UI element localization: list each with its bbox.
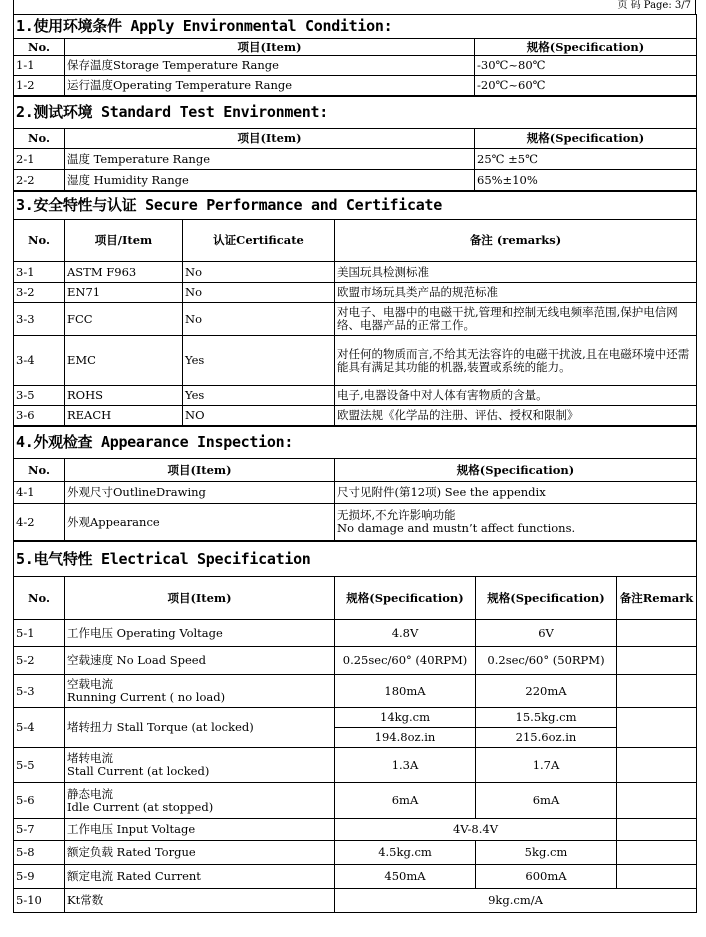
section-2-table	[13, 96, 697, 191]
row-item-en: Stall Current (at locked)	[67, 764, 210, 778]
header-item: 项目(Item)	[65, 39, 475, 56]
row-remark	[617, 675, 697, 708]
table-row	[14, 504, 697, 541]
row-value-1: 4.8V	[335, 620, 476, 647]
header-spec: 规格(Specification)	[475, 129, 697, 149]
row-no: 5-1	[14, 620, 65, 647]
row-item: ROHS	[65, 386, 183, 406]
row-value-1: 1.3A	[335, 748, 476, 783]
row-no: 5-2	[14, 647, 65, 675]
table-row	[14, 865, 697, 889]
section-2-title: 2.测试环境 Standard Test Environment:	[14, 97, 697, 129]
row-item: 工作电压 Operating Voltage	[65, 620, 335, 647]
table-row	[14, 647, 697, 675]
row-no: 2-2	[14, 170, 65, 191]
table-row	[14, 262, 697, 283]
row-item: 温度 Temperature Range	[65, 149, 475, 170]
row-no: 5-3	[14, 675, 65, 708]
table-row	[14, 386, 697, 406]
section-3-table	[13, 191, 697, 426]
table-row	[14, 708, 697, 728]
header-item: 项目(Item)	[65, 577, 335, 620]
row-no: 5-9	[14, 865, 65, 889]
row-value-1: 4.5kg.cm	[335, 841, 476, 865]
section-3-title: 3.安全特性与认证 Secure Performance and Certificate	[14, 192, 697, 220]
row-value: 9kg.cm/A	[335, 889, 697, 913]
table-row	[14, 56, 697, 76]
row-no: 3-4	[14, 336, 65, 386]
row-no: 1-1	[14, 56, 65, 76]
row-no: 3-2	[14, 283, 65, 303]
header-spec-2: 规格(Specification)	[476, 577, 617, 620]
row-value-2: 600mA	[476, 865, 617, 889]
row-no: 5-5	[14, 748, 65, 783]
table-row	[14, 283, 697, 303]
row-item-en: Running Current ( no load)	[67, 690, 226, 704]
row-value-2: 5kg.cm	[476, 841, 617, 865]
row-cert: No	[183, 262, 335, 283]
row-spec: -30℃~80℃	[475, 56, 697, 76]
row-no: 4-1	[14, 482, 65, 504]
row-remarks: 欧盟市场玩具类产品的规范标准	[335, 283, 697, 303]
row-item-cn: 空载电流	[67, 677, 113, 691]
header-spec: 规格(Specification)	[335, 459, 697, 482]
table-row	[14, 336, 697, 386]
section-1-table	[13, 14, 697, 96]
row-item: 额定电流 Rated Current	[65, 865, 335, 889]
table-row	[14, 889, 697, 913]
row-remarks: 对电子、电器中的电磁干扰,管理和控制无线电频率范围,保护电信网络、电器产品的正常工作。	[335, 303, 697, 336]
row-value-1: 6mA	[335, 783, 476, 819]
row-spec: -20℃~60℃	[475, 76, 697, 96]
row-item: 保存温度Storage Temperature Range	[65, 56, 475, 76]
row-value-2b: 215.6oz.in	[476, 728, 617, 748]
row-spec	[335, 504, 697, 541]
row-remark	[617, 708, 697, 748]
table-row	[14, 482, 697, 504]
row-remark	[617, 819, 697, 841]
row-value-1: 0.25sec/60° (40RPM)	[335, 647, 476, 675]
table-row	[14, 303, 697, 336]
row-spec-line-1: 无损坏,不允许影响功能	[337, 508, 456, 522]
row-remarks: 电子,电器设备中对人体有害物质的含量。	[335, 386, 697, 406]
row-remark	[617, 748, 697, 783]
header-item: 项目/Item	[65, 220, 183, 262]
header-no: No.	[14, 577, 65, 620]
row-remark	[617, 620, 697, 647]
header-spec: 规格(Specification)	[475, 39, 697, 56]
table-row	[14, 783, 697, 819]
row-no: 5-4	[14, 708, 65, 748]
row-spec: 25℃ ±5℃	[475, 149, 697, 170]
table-row	[14, 841, 697, 865]
row-remark	[617, 647, 697, 675]
row-value-1b: 194.8oz.in	[335, 728, 476, 748]
row-item-cn: 堵转电流	[67, 751, 113, 765]
row-item: 外观尺寸OutlineDrawing	[65, 482, 335, 504]
row-no: 4-2	[14, 504, 65, 541]
row-no: 3-6	[14, 406, 65, 426]
table-row	[14, 406, 697, 426]
row-value-2a: 15.5kg.cm	[476, 708, 617, 728]
row-item-cn: 静态电流	[67, 786, 113, 801]
row-no: 3-3	[14, 303, 65, 336]
row-no: 5-7	[14, 819, 65, 841]
row-cert: No	[183, 303, 335, 336]
row-item: 运行温度Operating Temperature Range	[65, 76, 475, 96]
row-value-2: 0.2sec/60° (50RPM)	[476, 647, 617, 675]
row-item: ASTM F963	[65, 262, 183, 283]
row-item	[65, 783, 335, 819]
row-remark	[617, 841, 697, 865]
row-remarks: 对任何的物质而言,不给其无法容许的电磁干扰波,且在电磁环境中还需能具有满足其功能的机器,装置或系统的能力。	[335, 336, 697, 386]
page-number: 页 码 Page: 3/7	[13, 0, 696, 14]
spec-document	[13, 0, 696, 913]
table-row	[14, 675, 697, 708]
row-cert: NO	[183, 406, 335, 426]
section-5-title: 5.电气特性 Electrical Specification	[14, 542, 697, 577]
row-item: 湿度 Humidity Range	[65, 170, 475, 191]
row-cert: Yes	[183, 336, 335, 386]
row-item: 堵转扭力 Stall Torque (at locked)	[65, 708, 335, 748]
table-row	[14, 149, 697, 170]
row-item-en: Idle Current (at stopped)	[67, 799, 214, 814]
row-no: 3-1	[14, 262, 65, 283]
row-item: 工作电压 Input Voltage	[65, 819, 335, 841]
row-no: 1-2	[14, 76, 65, 96]
row-remark	[617, 865, 697, 889]
row-value-2: 6V	[476, 620, 617, 647]
row-value-2: 220mA	[476, 675, 617, 708]
header-no: No.	[14, 39, 65, 56]
row-no: 5-6	[14, 783, 65, 819]
row-remark	[617, 783, 697, 819]
row-item: 额定负载 Rated Torgue	[65, 841, 335, 865]
row-spec: 尺寸见附件(第12项) See the appendix	[335, 482, 697, 504]
header-certificate: 认证Certificate	[183, 220, 335, 262]
row-no: 5-10	[14, 889, 65, 913]
row-item: EMC	[65, 336, 183, 386]
row-value-2: 1.7A	[476, 748, 617, 783]
row-item: EN71	[65, 283, 183, 303]
section-4-title: 4.外观检查 Appearance Inspection:	[14, 427, 697, 459]
row-value-1: 180mA	[335, 675, 476, 708]
row-cert: Yes	[183, 386, 335, 406]
header-no: No.	[14, 459, 65, 482]
row-item: 外观Appearance	[65, 504, 335, 541]
row-value-1: 450mA	[335, 865, 476, 889]
header-remarks: 备注 (remarks)	[335, 220, 697, 262]
row-remarks: 美国玩具检测标准	[335, 262, 697, 283]
row-item: FCC	[65, 303, 183, 336]
row-no: 5-8	[14, 841, 65, 865]
header-item: 项目(Item)	[65, 129, 475, 149]
header-no: No.	[14, 129, 65, 149]
row-item: REACH	[65, 406, 183, 426]
table-row	[14, 819, 697, 841]
row-value-2: 6mA	[476, 783, 617, 819]
section-1-title: 1.使用环境条件 Apply Environmental Condition:	[14, 15, 697, 39]
row-value-1a: 14kg.cm	[335, 708, 476, 728]
table-row	[14, 76, 697, 96]
row-spec-line-2: No damage and mustn’t affect functions.	[337, 521, 576, 535]
table-row	[14, 748, 697, 783]
row-spec: 65%±10%	[475, 170, 697, 191]
row-no: 2-1	[14, 149, 65, 170]
header-item: 项目(Item)	[65, 459, 335, 482]
table-row	[14, 170, 697, 191]
row-value: 4V-8.4V	[335, 819, 617, 841]
section-5-table	[13, 541, 697, 913]
section-4-table	[13, 426, 697, 541]
row-item: Kt常数	[65, 889, 335, 913]
row-item: 空载速度 No Load Speed	[65, 647, 335, 675]
table-row	[14, 620, 697, 647]
header-remark: 备注Remark	[617, 577, 697, 620]
row-item	[65, 675, 335, 708]
row-no: 3-5	[14, 386, 65, 406]
row-item	[65, 748, 335, 783]
row-cert: No	[183, 283, 335, 303]
header-spec-1: 规格(Specification)	[335, 577, 476, 620]
header-no: No.	[14, 220, 65, 262]
row-remarks: 欧盟法规《化学品的注册、评估、授权和限制》	[335, 406, 697, 426]
